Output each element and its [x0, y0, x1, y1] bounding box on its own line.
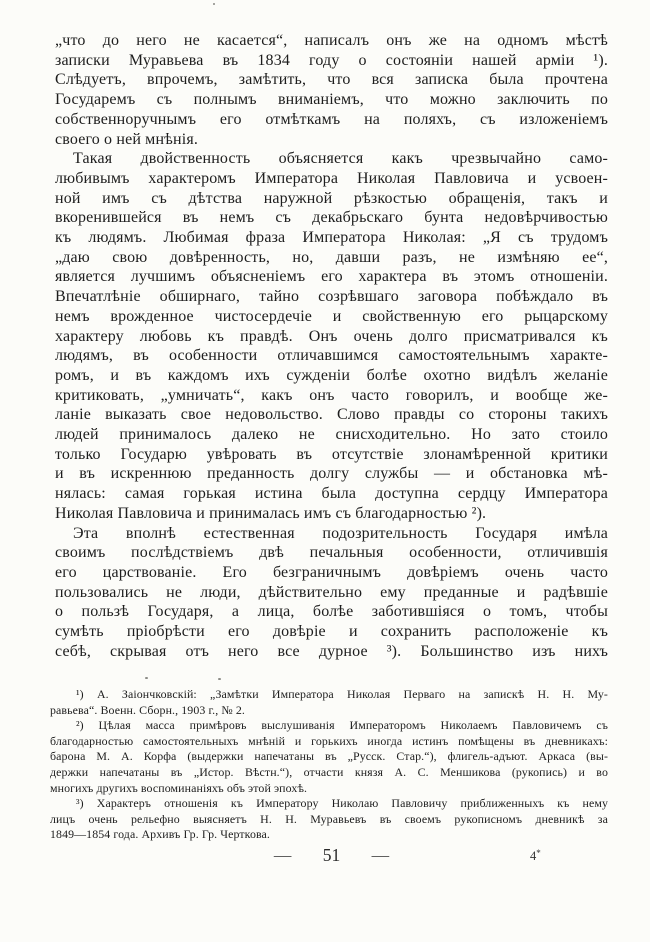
text-line: Эта вполнѣ естественная подозрительность Государя имѣла	[73, 524, 608, 542]
text-line: Государемъ съ полнымъ вниманіемъ, что можно заключить по	[55, 91, 608, 109]
scan-speck	[145, 677, 148, 679]
text-line: Такая двойственность объясняется какъ чрезвычайно само-	[73, 150, 608, 168]
text-line: своего о ней мнѣнія.	[55, 130, 198, 148]
signature-asterisk: *	[536, 848, 541, 858]
text-line: немъ врожденное чистосердечіе и свойственную его рыцарскому	[55, 307, 608, 325]
text-line: равьева“. Военн. Сборн., 1903 г., № 2.	[50, 702, 246, 717]
text-line: ной имъ съ дѣтства наружной рѣзкостью обращенія, такъ и	[55, 189, 608, 207]
text-line: ромъ, и въ каждомъ ихъ сужденіи болѣе охотно видѣлъ желаніе	[55, 366, 608, 384]
text-line: ²) Цѣлая масса примѣровъ выслушиванія Императоромъ Николаемъ Павловичемъ съ	[76, 718, 608, 733]
text-line: является лучшимъ объясненіемъ его характера въ этомъ отношеніи.	[55, 268, 608, 286]
page-number-value: 51	[322, 845, 341, 865]
scan-speck	[213, 3, 215, 5]
text-line: къ людямъ. Любимая фраза Императора Николая: „Я съ трудомъ	[55, 229, 608, 247]
footnote-3	[50, 796, 608, 843]
text-line: Николая Павловича и принималась имъ съ благодарностью ²).	[55, 504, 487, 522]
text-line: записки Муравьева въ 1834 году о состояніи нашей арміи ¹).	[55, 51, 608, 69]
text-line: Слѣдуетъ, впрочемъ, замѣтить, что вся записка была прочтена	[55, 71, 608, 89]
text-line: его царствованіе. Его безграничнымъ довѣріемъ очень часто	[55, 563, 608, 581]
text-line: благодарностью самостоятельныхъ мнѣній и горькихъ иногда истинъ помѣщены въ дневникахъ:	[50, 733, 608, 748]
text-line: сумѣть пріобрѣсти его довѣріе и сохранить расположеніе къ	[55, 623, 608, 641]
text-line: Впечатлѣніе обширнаго, тайно созрѣвшаго заговора побѣждало въ	[55, 288, 608, 306]
text-line: „даю свою довѣренность, но, давши разъ, не измѣняю ее“,	[55, 248, 608, 266]
text-line: держки напечатаны въ „Истор. Вѣстн.“), отчасти князя А. С. Меншикова (рукопись) и во	[50, 764, 608, 779]
text-line: о пользѣ Государя, а лица, болѣе заботившіяся о томъ, чтобы	[55, 603, 608, 621]
signature-mark	[530, 848, 541, 864]
signature-number: 4	[530, 849, 537, 863]
text-line: людей принималось далеко не снисходительно. Но зато стоило	[55, 426, 608, 444]
text-line: лицъ очень рельефно выясняетъ Н. Н. Муравьевъ въ своемъ рукописномъ дневникѣ за	[50, 811, 608, 826]
dash-left: —	[273, 845, 292, 865]
text-line: своимъ послѣдствіемъ двѣ печальныя особенности, отличившія	[55, 544, 608, 562]
text-line: только Государю увѣровать въ отсутствіе злонамѣренной критики	[55, 445, 608, 463]
text-line: вкоренившейся въ немъ съ декабрьскаго бунта недовѣрчивостью	[55, 209, 608, 227]
text-line: „что до него не касается“, написалъ онъ же на одномъ мѣстѣ	[55, 32, 608, 49]
text-line: себѣ, скрывая отъ него все дурное ³). Большинство изъ нихъ	[55, 642, 608, 660]
dash-right: —	[371, 845, 390, 865]
text-line: и въ искреннюю преданность долгу службы — и обстановка мѣ-	[55, 465, 608, 483]
footnote-1	[50, 687, 608, 718]
text-line: ¹) А. Заіончковскій: „Замѣтки Императора Николая Перваго на запискѣ Н. Н. Му-	[76, 687, 608, 701]
page-number	[55, 845, 608, 866]
text-line: ланіе выказать свое недовольство. Слово правды со стороны такихъ	[55, 406, 608, 424]
text-line: нялась: самая горькая истина была доступна сердцу Императора	[55, 485, 608, 503]
text-line: характеру любовь къ правдѣ. Онъ очень долго присматривался къ	[55, 327, 608, 345]
text-line: 1849—1854 года. Архивъ Гр. Гр. Черткова.	[50, 827, 271, 842]
text-line: собственноручнымъ его отмѣткамъ на поляхъ, съ изложеніемъ	[55, 110, 608, 128]
scan-speck	[218, 678, 221, 680]
footnotes-block	[50, 687, 608, 843]
paragraph-suspiciousness	[55, 524, 608, 662]
text-line: многихъ другихъ воспоминаніяхъ объ этой эпохѣ.	[50, 780, 308, 795]
text-line: критиковать, „умничать“, какъ онъ часто говорилъ, и вообще же-	[55, 386, 608, 404]
paragraph-duality-of-character	[55, 149, 608, 523]
text-line: любивымъ характеромъ Императора Николая Павловича и усвоен-	[55, 169, 608, 187]
text-line: людямъ, въ особенности отличавшимся самостоятельнымъ характе-	[55, 347, 608, 365]
text-line: ³) Характеръ отношенія къ Императору Николаю Павловичу приближенныхъ къ нему	[76, 796, 608, 811]
text-line: барона М. А. Корфа (выдержки напечатаны въ „Русск. Стар.“), флигель-адъют. Аркаса (вы-	[50, 749, 608, 764]
main-text-block	[55, 31, 608, 662]
text-line: пользовались не люди, дѣйствительно ему преданные и радѣвшіе	[55, 583, 608, 601]
paragraph-continuation	[55, 31, 608, 149]
footnote-2	[50, 718, 608, 796]
